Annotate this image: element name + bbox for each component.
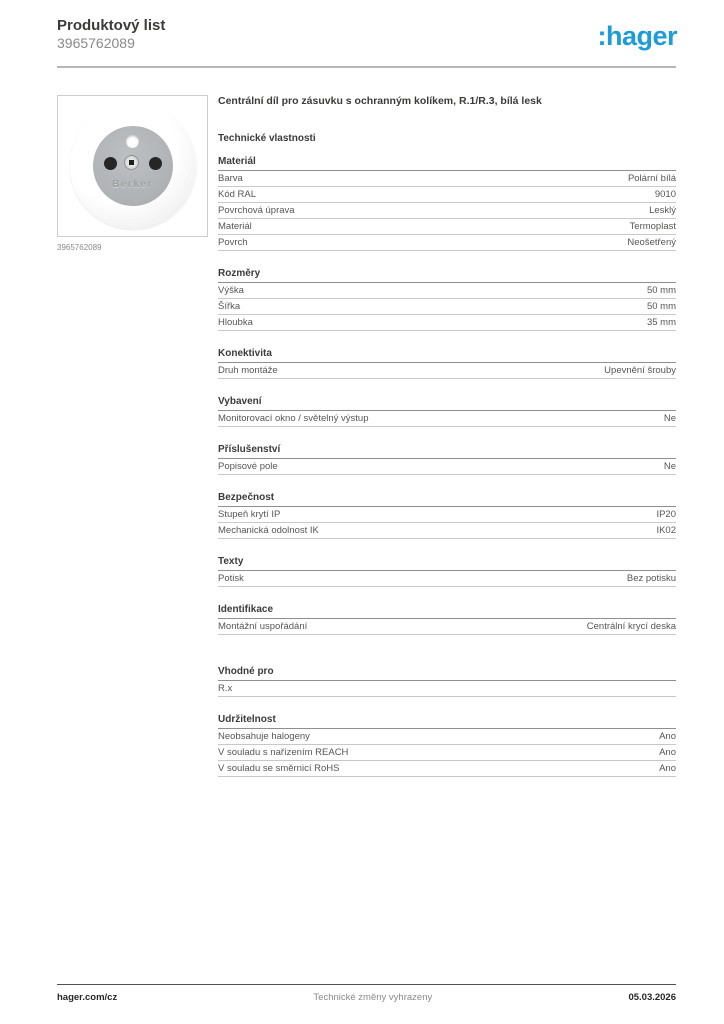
spec-group bbox=[218, 444, 676, 475]
socket-outer-ring bbox=[70, 103, 196, 229]
brand-embossed-label: Berker bbox=[112, 179, 153, 190]
spec-value: IK02 bbox=[656, 525, 676, 536]
spec-label: V souladu s nařízením REACH bbox=[218, 747, 349, 758]
spec-group-heading: Vhodné pro bbox=[218, 666, 676, 681]
spec-value: Centrální krycí deska bbox=[586, 621, 676, 632]
spec-label: Stupeň krytí IP bbox=[218, 509, 281, 520]
spec-row bbox=[218, 761, 676, 777]
hager-logo: :hager bbox=[597, 21, 677, 51]
spec-label: Druh montáže bbox=[218, 365, 278, 376]
spec-value: 50 mm bbox=[646, 301, 676, 312]
spec-label: Potisk bbox=[218, 573, 244, 584]
spec-row bbox=[218, 745, 676, 761]
spec-value: 50 mm bbox=[646, 285, 676, 296]
spec-label: Mechanická odolnost IK bbox=[218, 525, 319, 536]
spec-row bbox=[218, 315, 676, 331]
spec-group-heading: Udržitelnost bbox=[218, 714, 676, 729]
spec-row bbox=[218, 363, 676, 379]
spec-value: 9010 bbox=[654, 189, 676, 200]
spec-label: V souladu se směrnicí RoHS bbox=[218, 763, 340, 774]
spec-row bbox=[218, 299, 676, 315]
spec-groups bbox=[218, 156, 676, 777]
spec-row bbox=[218, 619, 676, 635]
page-title: Produktový list bbox=[57, 17, 166, 34]
spec-group bbox=[218, 348, 676, 379]
spec-label: Povrch bbox=[218, 237, 248, 248]
spec-group-heading: Konektivita bbox=[218, 348, 676, 363]
product-title: Centrální díl pro zásuvku s ochranným kolíkem, R.1/R.3, bílá lesk bbox=[218, 95, 542, 107]
document-header bbox=[57, 17, 165, 52]
spec-value: IP20 bbox=[656, 509, 676, 520]
spec-row bbox=[218, 235, 676, 251]
spec-row bbox=[218, 411, 676, 427]
socket-right-hole bbox=[149, 157, 162, 170]
spec-label: Neobsahuje halogeny bbox=[218, 731, 310, 742]
page-footer bbox=[57, 984, 676, 1003]
header-divider bbox=[57, 66, 676, 68]
spec-value: Lesklý bbox=[649, 205, 676, 216]
spec-group-heading: Bezpečnost bbox=[218, 492, 676, 507]
spec-value: Ne bbox=[663, 461, 676, 472]
product-image-caption: 3965762089 bbox=[57, 243, 102, 252]
spec-row bbox=[218, 203, 676, 219]
spec-label: Povrchová úprava bbox=[218, 205, 295, 216]
spec-group bbox=[218, 396, 676, 427]
footer-divider bbox=[57, 984, 676, 985]
spec-row bbox=[218, 283, 676, 299]
spec-value: Ano bbox=[659, 763, 676, 774]
spec-group-heading: Příslušenství bbox=[218, 444, 676, 459]
spec-value: Ano bbox=[659, 747, 676, 758]
spec-group bbox=[218, 604, 676, 635]
footer-row bbox=[57, 992, 676, 1003]
spec-group bbox=[218, 268, 676, 331]
spec-label: Kód RAL bbox=[218, 189, 257, 200]
socket-inner-plate bbox=[93, 126, 173, 206]
spec-group bbox=[218, 156, 676, 251]
footer-website-link[interactable]: hager.com/cz bbox=[57, 992, 118, 1003]
spec-group-heading: Identifikace bbox=[218, 604, 676, 619]
product-visual bbox=[57, 95, 209, 252]
spec-label: R.x bbox=[218, 683, 233, 694]
spec-value: Termoplast bbox=[629, 221, 676, 232]
spec-row bbox=[218, 681, 676, 697]
spec-row bbox=[218, 729, 676, 745]
spec-group bbox=[218, 666, 676, 697]
spec-group bbox=[218, 714, 676, 777]
spec-label: Hloubka bbox=[218, 317, 253, 328]
spec-row bbox=[218, 459, 676, 475]
spec-row bbox=[218, 187, 676, 203]
specs-column bbox=[218, 95, 676, 777]
spec-value: 35 mm bbox=[646, 317, 676, 328]
spec-value: Bez potisku bbox=[626, 573, 676, 584]
spec-label: Popisové pole bbox=[218, 461, 278, 472]
spec-value: Ano bbox=[659, 731, 676, 742]
spec-group-heading: Rozměry bbox=[218, 268, 676, 283]
spec-group bbox=[218, 556, 676, 587]
spec-value: Neošetřený bbox=[627, 237, 676, 248]
spec-label: Výška bbox=[218, 285, 244, 296]
product-image bbox=[57, 95, 208, 237]
socket-center-screw bbox=[124, 155, 139, 170]
spec-row bbox=[218, 571, 676, 587]
spec-label: Barva bbox=[218, 173, 243, 184]
spec-label: Monitorovací okno / světelný výstup bbox=[218, 413, 369, 424]
spec-label: Materiál bbox=[218, 221, 252, 232]
spec-group-heading: Texty bbox=[218, 556, 676, 571]
footer-date: 05.03.2026 bbox=[628, 992, 676, 1003]
spec-row bbox=[218, 171, 676, 187]
footer-legal-note: Technické změny vyhrazeny bbox=[313, 992, 433, 1003]
product-number: 3965762089 bbox=[57, 35, 135, 51]
spec-value: Upevnění šrouby bbox=[604, 365, 676, 376]
spec-value: Ne bbox=[663, 413, 676, 424]
spec-group bbox=[218, 492, 676, 539]
spec-label: Montážní uspořádání bbox=[218, 621, 308, 632]
spec-group-heading: Vybavení bbox=[218, 396, 676, 411]
spec-value: Polární bílá bbox=[627, 173, 676, 184]
spec-row bbox=[218, 507, 676, 523]
spec-row bbox=[218, 523, 676, 539]
socket-earth-pin-hole bbox=[126, 135, 139, 148]
spec-row bbox=[218, 219, 676, 235]
socket-left-hole bbox=[104, 157, 117, 170]
technical-properties-heading: Technické vlastnosti bbox=[218, 133, 316, 144]
spec-group-heading: Materiál bbox=[218, 156, 676, 171]
spec-label: Šířka bbox=[218, 301, 241, 312]
